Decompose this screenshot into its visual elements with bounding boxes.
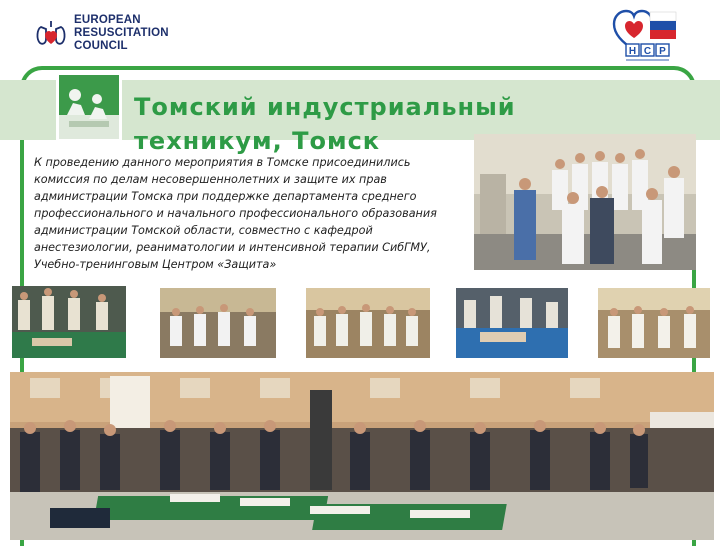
nsr-letter-3: Р (659, 46, 666, 57)
nsr-letter-2: С (643, 46, 652, 57)
nsr-logo (612, 6, 682, 64)
auditorium-photo (10, 372, 714, 540)
training-photo-thumbnail (56, 72, 122, 142)
nsr-heart-flag-icon (612, 6, 682, 64)
event-photo-3 (306, 288, 430, 358)
event-photo-1 (12, 286, 126, 358)
heart-lungs-icon (34, 17, 68, 51)
training-photo-image (59, 75, 119, 139)
event-photo-2 (160, 288, 276, 358)
event-photo-5 (598, 288, 710, 358)
slide-title: Томский индустриальный техникум, Томск (134, 93, 516, 155)
erc-line-2: RESUSCITATION (74, 27, 169, 39)
nsr-letter-1: Н (628, 46, 637, 57)
erc-logo (34, 14, 169, 53)
group-photo (474, 134, 696, 270)
erc-line-1: EUROPEAN (74, 14, 141, 26)
slide-body-text: К проведению данного мероприятия в Томске присоединились комиссия по делам несовершеннолетних и защите их прав администрации Томска при поддержке департамента среднего профессионального и начального профессионального образования администрации Томской области, совместно с кафедрой анестезиологии, реаниматологии и интенсивной терапии СибГМУ, Учебно-тренинговым Центром «Защита» (34, 156, 437, 271)
erc-line-3: COUNCIL (74, 40, 128, 52)
event-photo-4 (456, 288, 568, 358)
